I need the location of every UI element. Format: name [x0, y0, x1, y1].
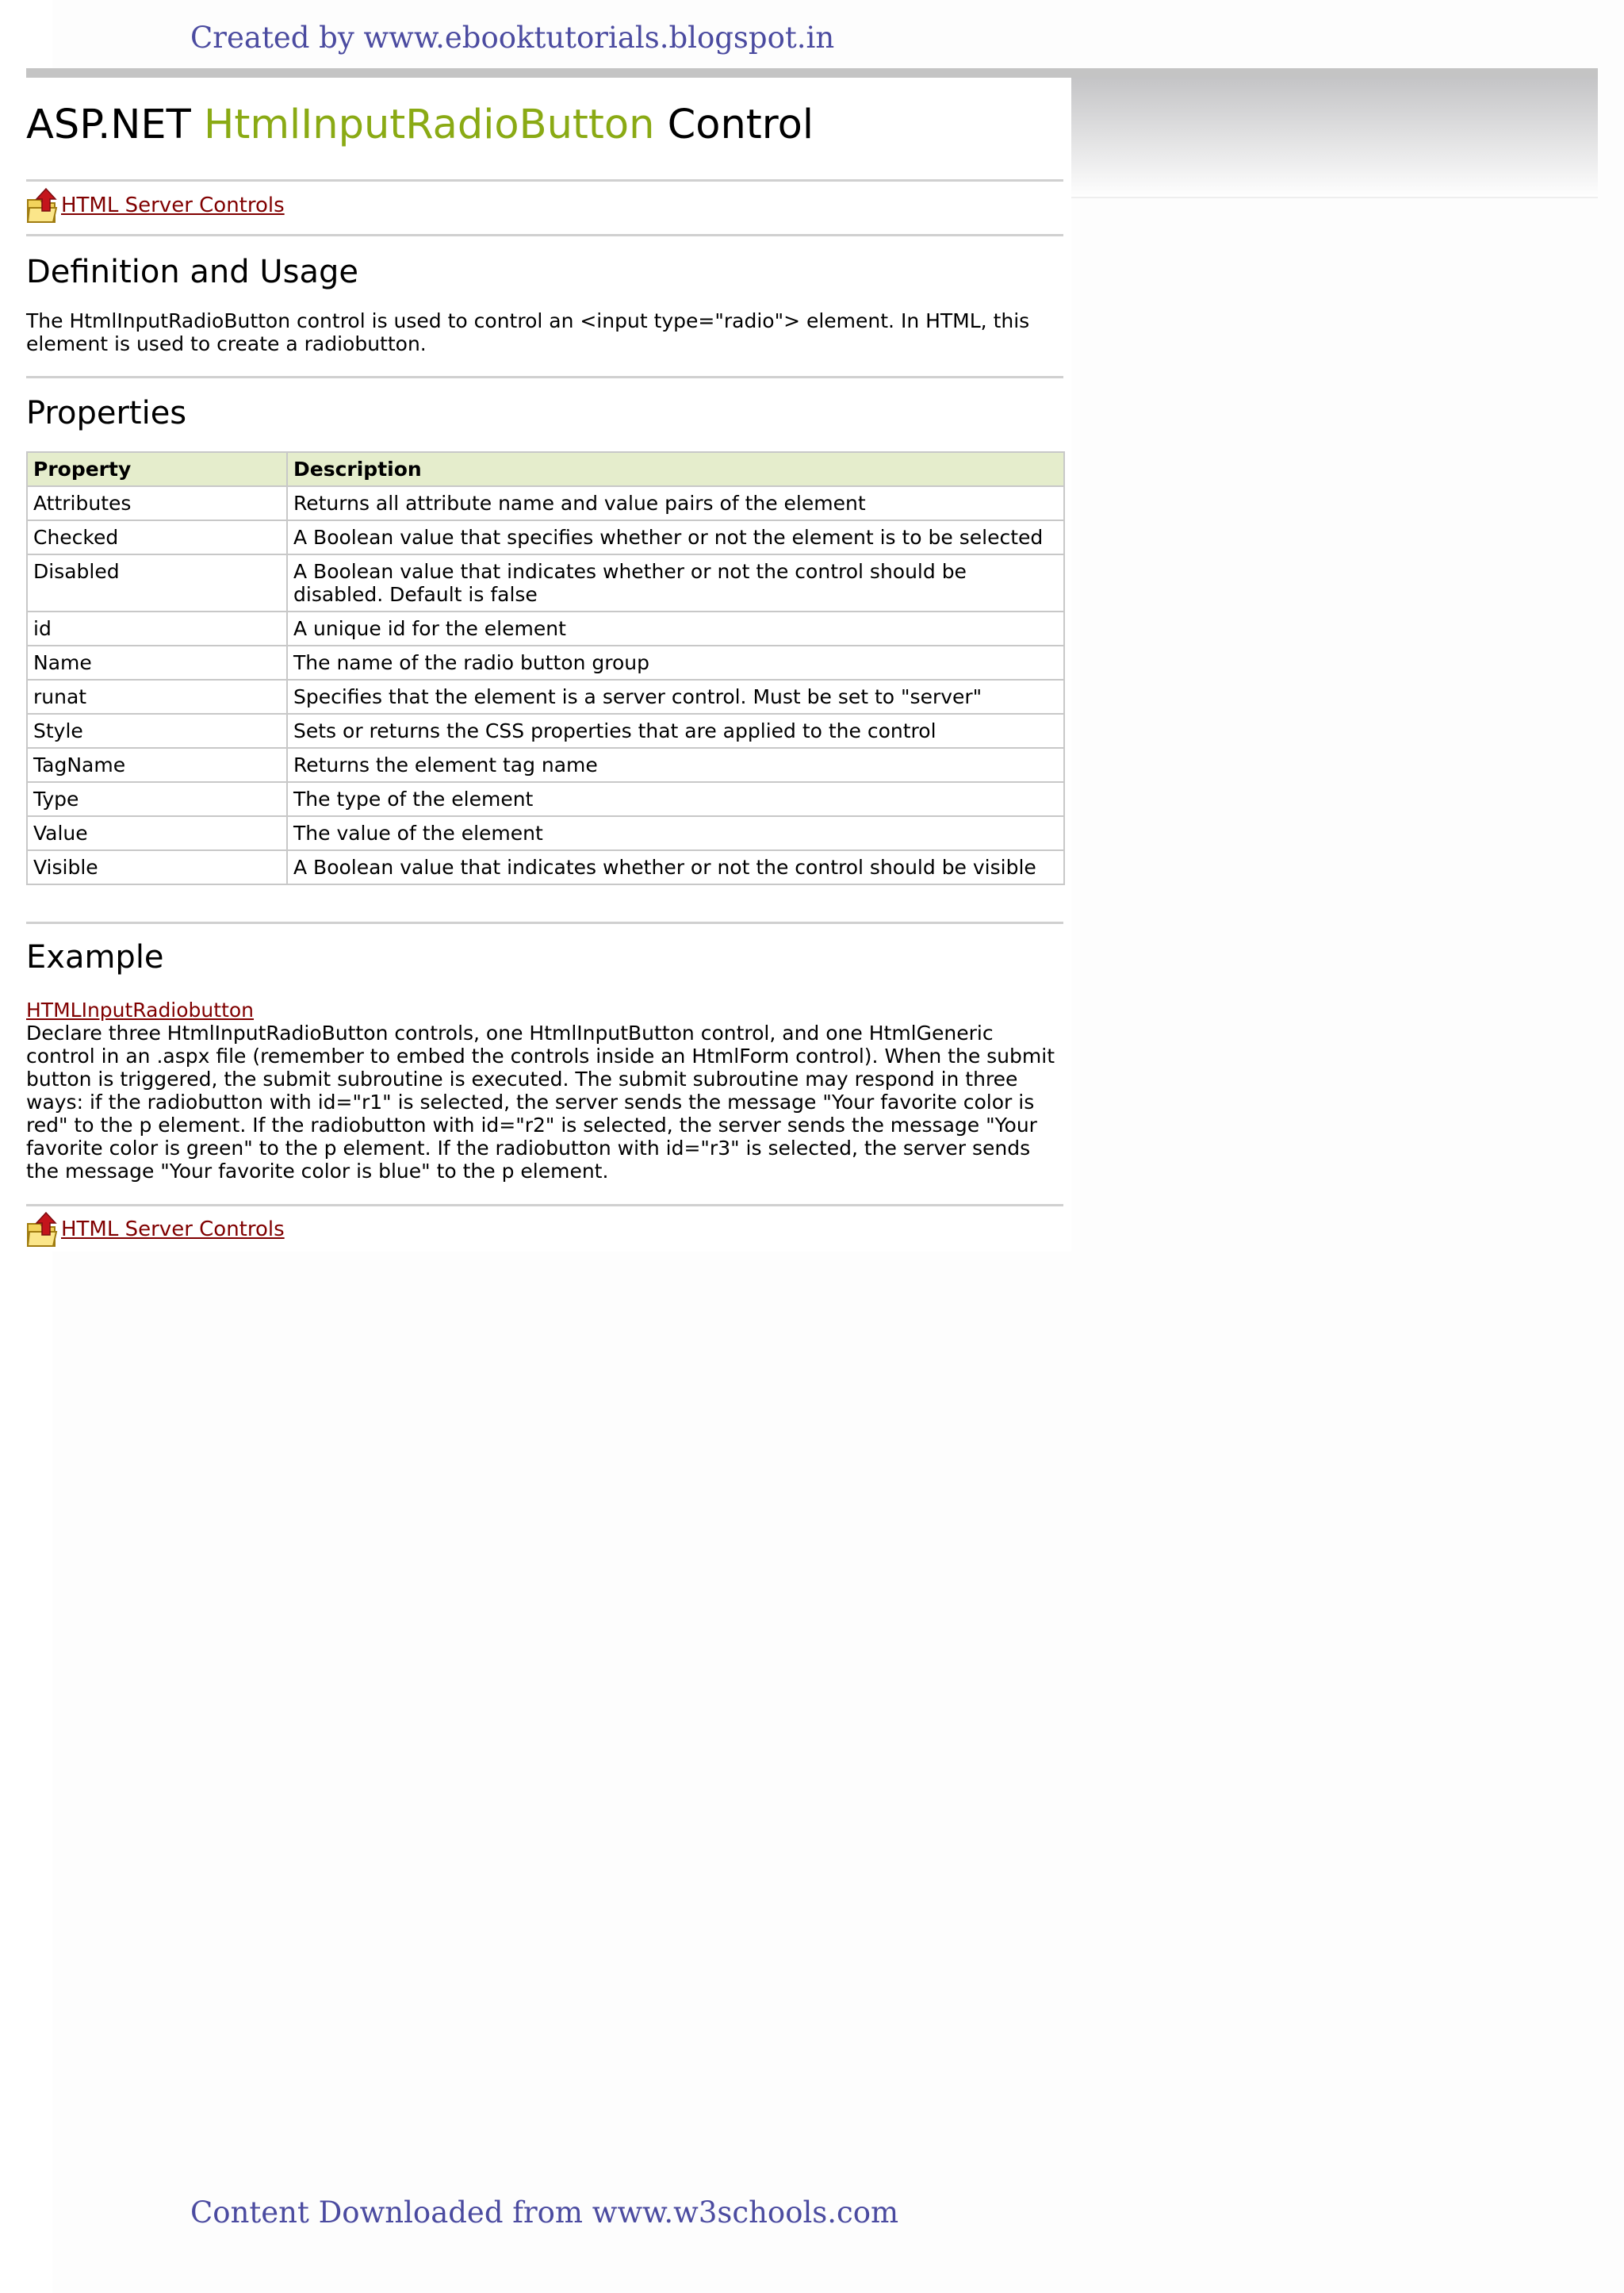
content-downloaded-watermark: Content Downloaded from www.w3schools.com — [190, 2195, 899, 2230]
definition-text: The HtmlInputRadioButton control is used to control an <input type="radio"> element. In HTML, this element is used to create a radiobutton. — [26, 309, 1030, 355]
table-row — [27, 850, 1064, 884]
example-link[interactable]: HTMLInputRadiobutton — [26, 999, 255, 1022]
nav-back-link-bottom[interactable] — [26, 1210, 285, 1248]
description-cell: A unique id for the element — [287, 612, 1064, 646]
title-suffix: Control — [654, 102, 814, 148]
properties-table — [26, 451, 1065, 885]
description-cell: A Boolean value that indicates whether or not the control should be disabled. Default is false — [287, 554, 1064, 612]
description-cell: Returns the element tag name — [287, 748, 1064, 782]
table-row — [27, 612, 1064, 646]
table-header-row — [27, 452, 1064, 486]
example-heading: Example — [26, 939, 164, 976]
page-title — [26, 102, 814, 148]
divider — [26, 376, 1063, 378]
table-row — [27, 520, 1064, 554]
main-content — [26, 78, 1071, 1252]
html-server-controls-link[interactable]: HTML Server Controls — [61, 194, 285, 217]
column-header: Description — [287, 452, 1064, 486]
property-cell: Checked — [27, 520, 287, 554]
divider — [26, 1204, 1063, 1206]
html-server-controls-link[interactable]: HTML Server Controls — [61, 1217, 285, 1241]
table-row — [27, 782, 1064, 816]
property-cell: id — [27, 612, 287, 646]
properties-heading: Properties — [26, 395, 187, 431]
top-bar — [26, 68, 1598, 78]
created-by-watermark: Created by www.ebooktutorials.blogspot.in — [190, 21, 835, 55]
definition-heading: Definition and Usage — [26, 254, 359, 290]
divider — [26, 179, 1063, 182]
folder-up-icon — [26, 187, 58, 224]
property-cell: TagName — [27, 748, 287, 782]
column-header: Property — [27, 452, 287, 486]
table-row — [27, 816, 1064, 850]
description-cell: The name of the radio button group — [287, 646, 1064, 680]
description-cell: Returns all attribute name and value pairs of the element — [287, 486, 1064, 520]
description-cell: The type of the element — [287, 782, 1064, 816]
table-row — [27, 680, 1064, 714]
title-prefix: ASP.NET — [26, 102, 205, 148]
folder-up-icon — [26, 1211, 58, 1248]
table-row — [27, 554, 1064, 612]
property-cell: runat — [27, 680, 287, 714]
right-gradient-panel — [1071, 78, 1598, 198]
nav-back-link-top[interactable] — [26, 186, 285, 224]
property-cell: Name — [27, 646, 287, 680]
divider — [26, 922, 1063, 924]
table-row — [27, 646, 1064, 680]
title-accent: HtmlInputRadioButton — [204, 102, 655, 148]
description-cell: Sets or returns the CSS properties that are applied to the control — [287, 714, 1064, 748]
property-cell: Visible — [27, 850, 287, 884]
description-cell: A Boolean value that specifies whether or not the element is to be selected — [287, 520, 1064, 554]
property-cell: Value — [27, 816, 287, 850]
description-cell: The value of the element — [287, 816, 1064, 850]
property-cell: Style — [27, 714, 287, 748]
property-cell: Attributes — [27, 486, 287, 520]
example-text: Declare three HtmlInputRadioButton controls, one HtmlInputButton control, and one HtmlGeneric control in an .aspx file (remember to embed the controls inside an HtmlForm control). When the submit button is triggered, the submit subroutine is executed. The submit subroutine may respond in three ways: if the radiobutton with id="r1" is selected, the server sends the message "Your favorite color is red" to the p element. If the radiobutton with id="r2" is selected, the server sends the message "Your favorite color is green" to the p element. If the radiobutton with id="r3" is selected, the server sends the message "Your favorite color is blue" to the p element. — [26, 1022, 1055, 1183]
table-row — [27, 748, 1064, 782]
property-cell: Disabled — [27, 554, 287, 612]
divider — [26, 234, 1063, 236]
description-cell: A Boolean value that indicates whether or not the control should be visible — [287, 850, 1064, 884]
property-cell: Type — [27, 782, 287, 816]
table-row — [27, 714, 1064, 748]
table-row — [27, 486, 1064, 520]
description-cell: Specifies that the element is a server control. Must be set to "server" — [287, 680, 1064, 714]
